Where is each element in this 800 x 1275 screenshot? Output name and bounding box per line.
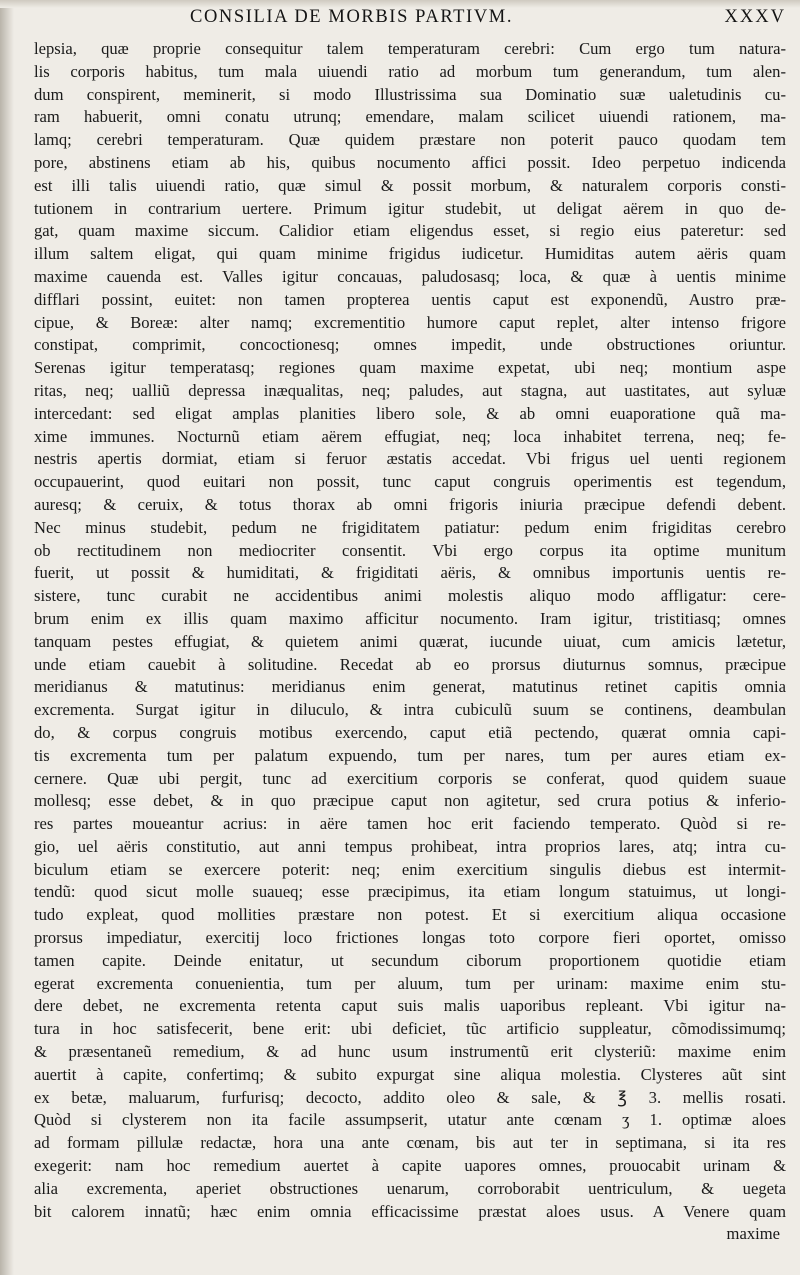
text-line: tutionem in contrarium uertere. Primum igitur studebit, ut deligat aërem in quo de- [34, 198, 786, 218]
text-line: ritas, neq; ualliũ depressa inæqualitas, neq; paludes, aut stagna, aut uastitates, aut syluæ [34, 380, 786, 400]
text-line: maxime [726, 1224, 780, 1244]
text-line: nestris apertis dormiat, etiam si feruor æstatis accedat. Vbi frigus uel uenti regionem [34, 449, 786, 469]
text-line: tudo expleat, quod mollities præstare non potest. Et si exercitium aliqua occasione [34, 905, 786, 925]
text-line: prorsus impediatur, exercitij loco frictiones longas toto corpore fieri oportet, omisso [34, 928, 786, 948]
running-title: CONSILIA DE MORBIS PARTIVM. [190, 7, 514, 27]
text-line: maxime cauenda est. Valles igitur concauas, paludosasq; loca, & quæ à uentis minime [34, 266, 786, 286]
text-line: meridianus & matutinus: meridianus enim generat, matutinus retinet capitis omnia [34, 677, 786, 697]
text-line: ex betæ, maluarum, furfurisq; decocto, addito oleo & sale, & ℥ 3. mellis rosati. [34, 1087, 786, 1107]
folio-number: XXXV [724, 7, 786, 27]
text-line: cernere. Quæ ubi pergit, tunc ad exercitium corporis se conferat, quod quidem suaue [34, 768, 786, 788]
text-line: lamq; cerebri temperaturam. Quæ quidem præstare non poterit pauco quodam tem [34, 130, 786, 150]
text-line: gat, quam maxime siccum. Calidior etiam eligendus esset, si regio eius pateretur: sed [34, 221, 786, 241]
body-text [34, 38, 786, 1246]
text-line: dum conspirent, meminerit, si modo Illustrissima sua Dominatio suæ ualetudinis cu- [34, 84, 786, 104]
text-line: pore, abstinens etiam ab his, quibus nocumento affici possit. Ideo perpetuo indicenda [34, 152, 786, 172]
text-line: res partes moueantur acrius: in aëre tamen hoc erit faciendo temperato. Quòd si re- [34, 814, 786, 834]
text-line: lis corporis habitus, tum mala uiuendi ratio ad morbum tum generandum, tum alen- [34, 61, 786, 81]
text-line: dere debet, ne excrementa retenta caput suis malis uaporibus repleant. Vbi igitur na- [34, 996, 786, 1016]
text-line: Serenas igitur temperatasq; regiones quam maxime expetat, ubi neq; montium aspe [34, 358, 786, 378]
text-line: alia excrementa, aperiet obstructiones uenarum, corroborabit uentriculum, & uegeta [34, 1178, 786, 1198]
text-line: tanquam pestes effugiat, & quietem animi quærat, iucunde uiuat, cum amicis lætetur, [34, 631, 786, 651]
text-line: ram habuerit, omni conatu utrunq; emendare, malam scilicet uiuendi rationem, ma- [34, 107, 786, 127]
text-line: ad formam pillulæ redactæ, hora una ante cœnam, bis aut ter in septimana, si ita res [34, 1133, 786, 1153]
text-line: do, & corpus congruis motibus exercendo, caput etiã pectendo, quærat omnia capi- [34, 722, 786, 742]
text-line: tis excrementa tum per palatum expuendo, tum per nares, tum per aures etiam ex- [34, 745, 786, 765]
text-line: Nec minus studebit, pedum ne frigiditatem patiatur: pedum enim frigiditas cerebro [34, 517, 786, 537]
text-line: auresq; & ceruix, & totus thorax ab omni frigoris iniuria præcipue defendi debent. [34, 494, 786, 514]
text-line: gio, uel aëris constitutio, aut anni tempus prohibeat, intra proprios lares, atq; intra cu- [34, 836, 786, 856]
text-line: auertit à capite, confertimq; & subito expurgat sine aliqua molestia. Clysteres aũt sint [34, 1064, 786, 1084]
text-line: ob rectitudinem non mediocriter consentit. Vbi ergo corpus ita optime munitum [34, 540, 786, 560]
text-line: biculum etiam se exercere poterit: neq; enim exercitium singulis diebus est intermit- [34, 859, 786, 879]
text-line: excrementa. Surgat igitur in diluculo, & intra cubiculũ suum se continens, deambulan [34, 700, 786, 720]
text-line: sistere, tunc curabit ne accidentibus animi molestis aliquo modo affligatur: cere- [34, 586, 786, 606]
text-line: intercedant: sed eligat amplas planities libero sole, & ab omni euaporatione quã ma- [34, 403, 786, 423]
text-line: tura in hoc satisfecerit, bene erit: ubi deficiet, tũc artificio suppleatur, cõmodissimumq; [34, 1019, 786, 1039]
text-line: occupauerint, quod euitari non possit, tunc caput congruis operimentis est tegendum, [34, 472, 786, 492]
running-header [24, 3, 792, 37]
text-line: brum enim ex illis quam maximo afficitur nocumento. Iram igitur, tristitiasq; omnes [34, 608, 786, 628]
text-line: & præsentaneũ remedium, & ad hunc usum instrumentũ erit clysteriũ: maxime enim [34, 1042, 786, 1062]
text-line: est illi talis uiuendi ratio, quæ simul & possit morbum, & naturalem corporis consti- [34, 175, 786, 195]
text-line: lepsia, quæ proprie consequitur talem temperaturam cerebri: Cum ergo tum natura- [34, 39, 786, 58]
text-line: egerat excrementa conuenientia, tum per aluum, tum per urinam: maxime enim stu- [34, 973, 786, 993]
text-line: tamen capite. Deinde enitatur, ut secundum ciborum proportionem quotidie etiam [34, 950, 786, 970]
text-line: cipue, & Boreæ: alter namq; excrementitio humore caput replet, alter intenso frigore [34, 312, 786, 332]
text-line: illum saltem eligat, qui quam minime frigidus iudicetur. Humiditas autem aëris quam [34, 244, 786, 264]
page-gutter-shadow [0, 0, 14, 1275]
text-line: constipat, comprimit, concoctionesq; omnes impedit, unde obstructiones oriuntur. [34, 335, 786, 355]
text-line: xime immunes. Nocturnũ etiam aërem effugiat, neq; loca inhabitet terrena, neq; fe- [34, 426, 786, 446]
text-line: bit calorem innatũ; hæc enim omnia efficacissime præstat aloes usus. A Venere quam [34, 1201, 786, 1221]
text-line: exegerit: nam hoc remedium auertet à capite uapores omnes, prouocabit urinam & [34, 1156, 786, 1176]
text-line: mollesq; esse debet, & in quo præcipue caput non agitetur, sed crura potius & inferio- [34, 791, 786, 811]
text-line: fuerit, ut possit & humiditati, & frigiditati aëris, & omnibus importunis uentis re- [34, 563, 786, 583]
text-line: tendũ: quod sicut molle suaueq; esse præcipimus, ita etiam longum statuimus, ut longi- [34, 882, 786, 902]
text-line: difflari possint, euitet: non tamen propterea uentis caput est exponendũ, Austro præ- [34, 289, 786, 309]
text-line: unde etiam cauebit à solitudine. Recedat ab eo prorsus diuturnus somnus, præcipue [34, 654, 786, 674]
text-line: Quòd si clysterem non ita facile assumpserit, utatur ante cœnam ʒ 1. optimæ aloes [34, 1110, 786, 1130]
